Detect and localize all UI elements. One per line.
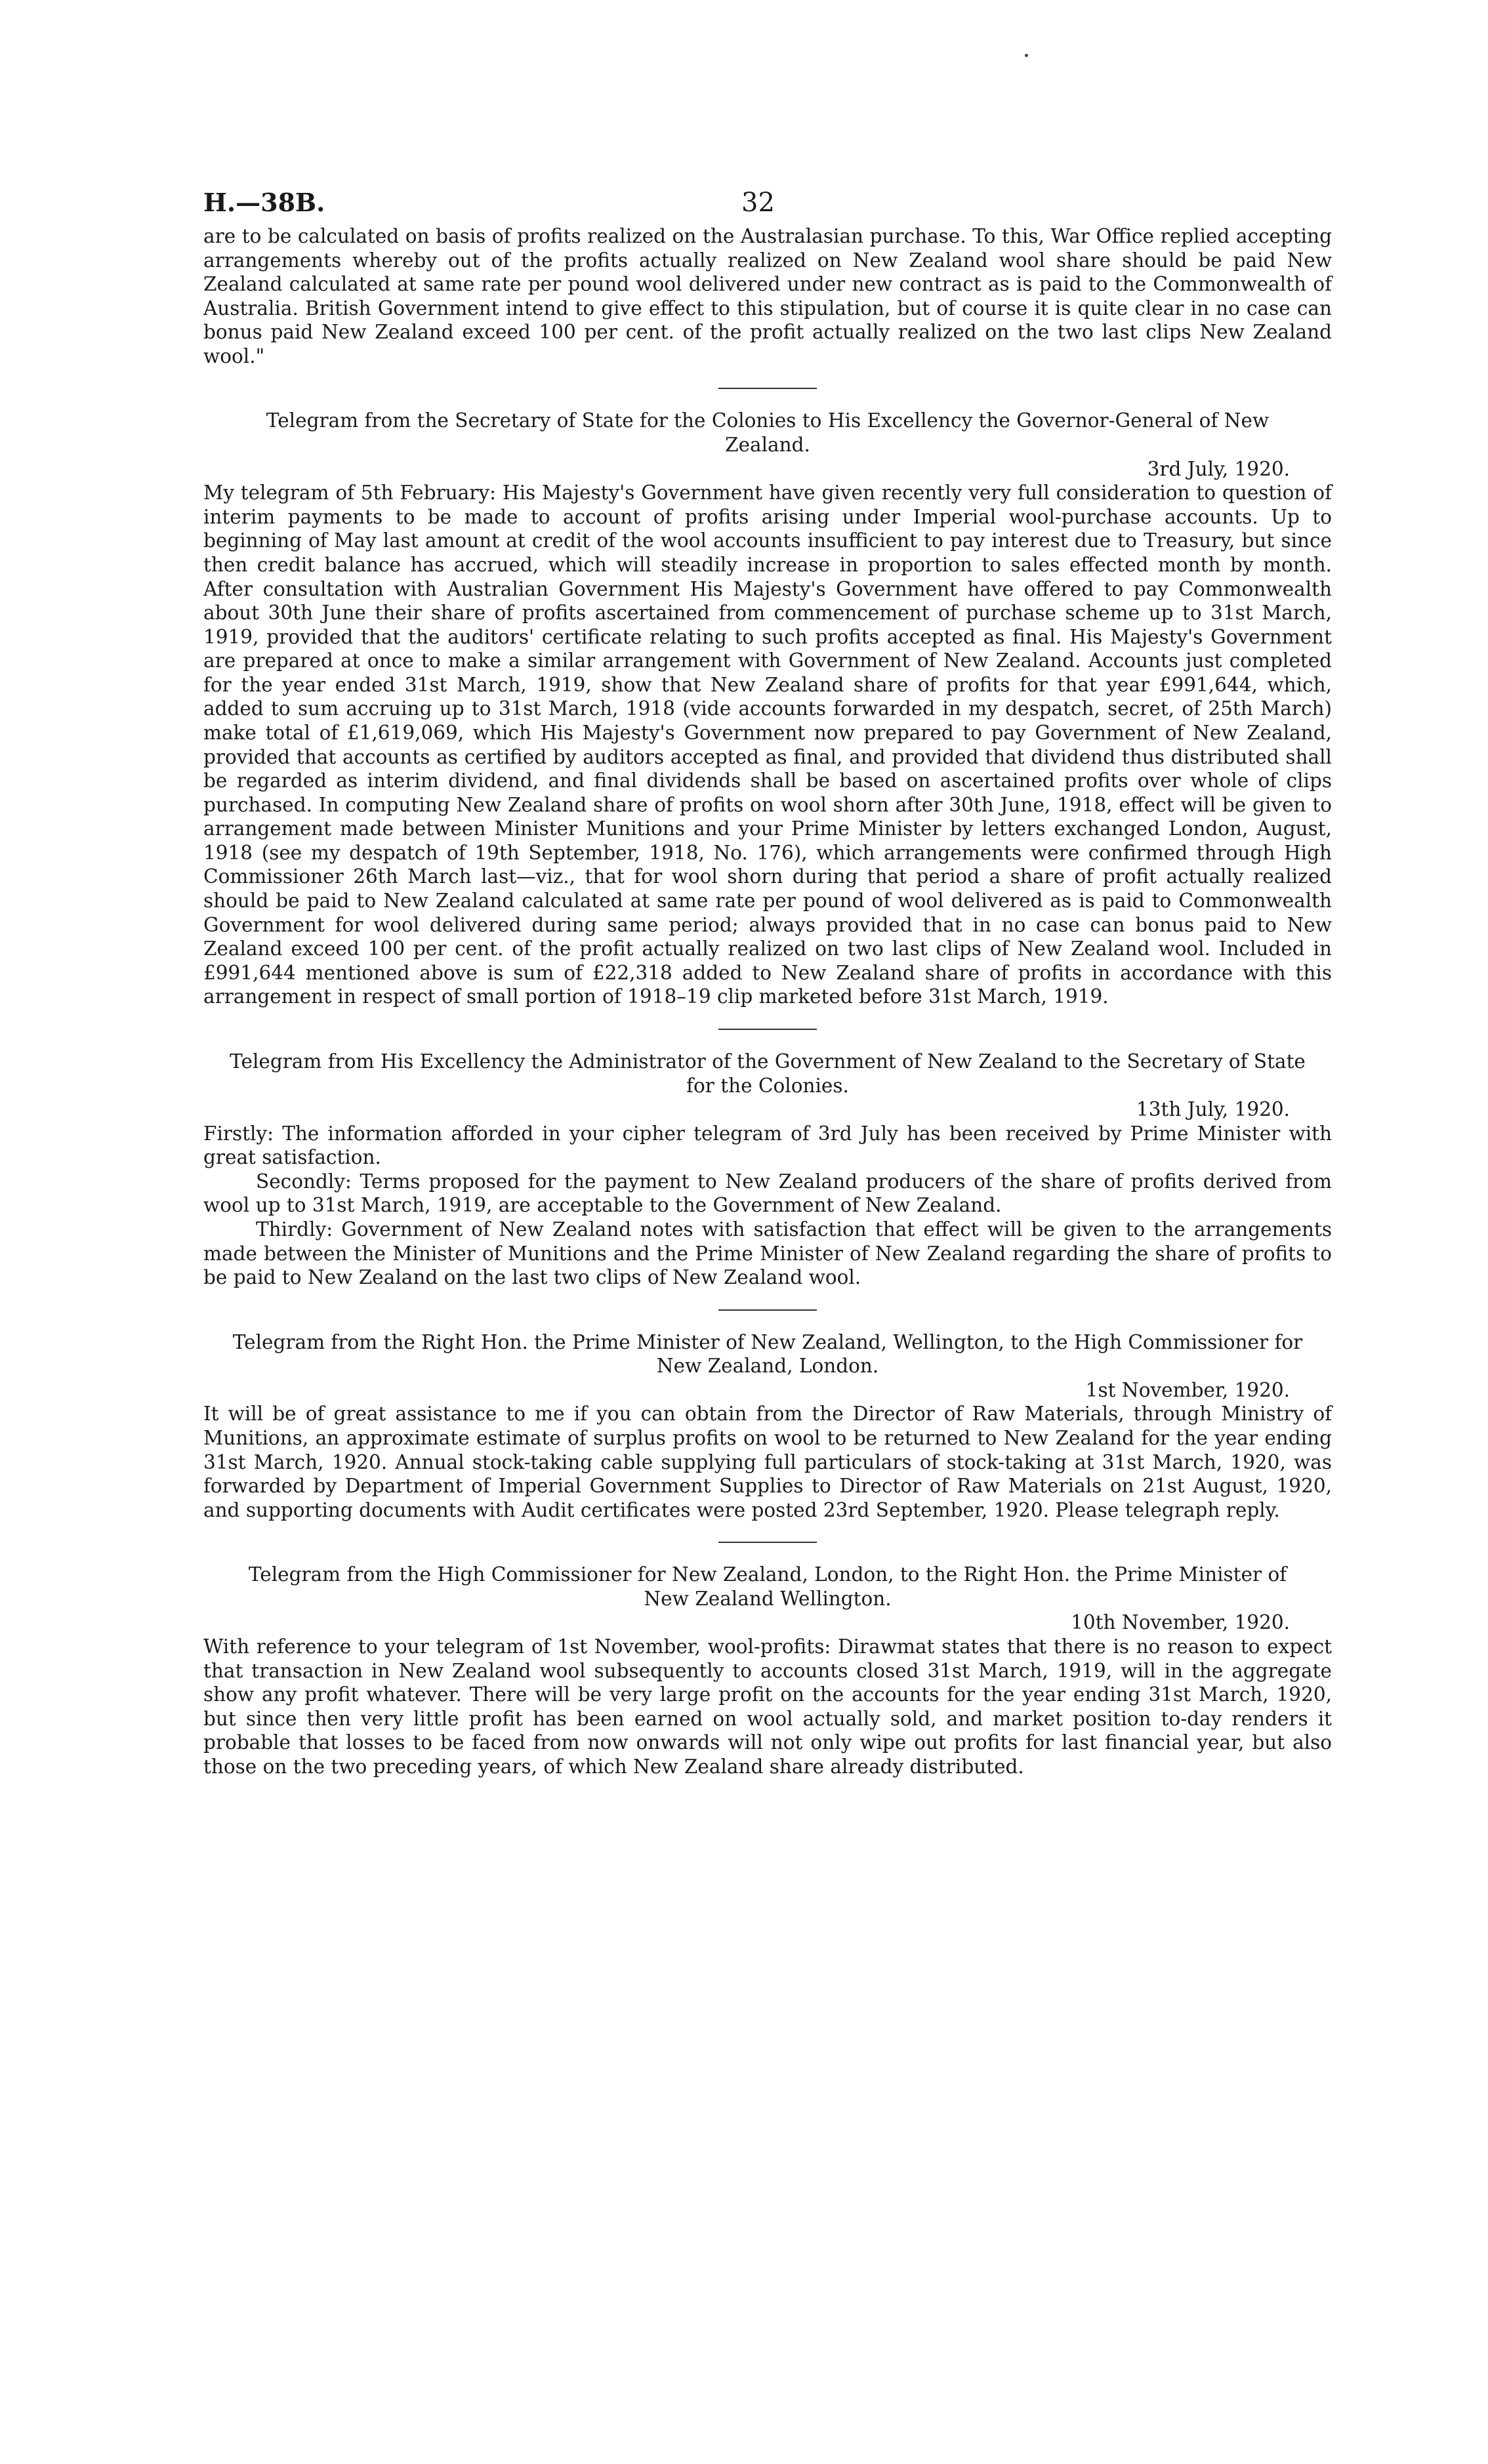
section-divider [718, 388, 817, 389]
continuation-paragraph: are to be calculated on basis of profits realized on the Australasian purchase. To this, War Office replied accepting arrangements whereby out of the profits actually realized on New Zealand wool share should be paid New Zealand calculated at same rate per pound wool delivered under new contract as is paid to the Commonwealth of Australia. British Government intend to give effect to this stipulation, but of course it is quite clear in no case can bonus paid New Zealand exceed 100 per cent. of the profit actually realized on the two last clips New Zealand wool." [203, 225, 1332, 367]
telegram-heading: Telegram from the Right Hon. the Prime Minister of New Zealand, Wellington, to the High Commissioner for New Zealand, London. [232, 1330, 1303, 1378]
telegram-secretary-of-state [203, 409, 1332, 1008]
paragraph-secondly: Secondly: Terms proposed for the payment to New Zealand producers of the share of profits derived from wool up to 31st March, 1919, are acceptable to the Government of New Zealand. [203, 1170, 1332, 1217]
page-number: 32 [741, 188, 775, 218]
page-header [203, 188, 1332, 219]
speck-mark [1025, 54, 1028, 57]
telegram-body: It will be of great assistance to me if you can obtain from the Director of Raw Materials, through Ministry of Munitions, an approximate estimate of surplus profits on wool to be returned to New Zealand for the year ending 31st March, 1920. Annual stock-taking cable supplying full particulars of stock-taking at 31st March, 1920, was forwarded by Department of Imperial Government Supplies to Director of Raw Materials on 21st August, 1920, and supporting documents with Audit certificates were posted 23rd September, 1920. Please telegraph reply. [203, 1403, 1332, 1521]
telegram-prime-minister [203, 1330, 1332, 1523]
telegram-heading: Telegram from the Secretary of State for the Colonies to His Excellency the Governor-General of New Zealand. [266, 409, 1270, 457]
document-reference: H.—38B. [203, 188, 325, 217]
telegram-high-commissioner [203, 1563, 1332, 1778]
paragraph-firstly: Firstly: The information afforded in your cipher telegram of 3rd July has been received by Prime Minister with great satisfaction. [203, 1122, 1332, 1169]
telegram-date: 13th July, 1920. [1136, 1098, 1290, 1121]
paragraph-thirdly: Thirdly: Government of New Zealand notes with satisfaction that effect will be given to the arrangements made between the Minister of Munitions and the Prime Minister of New Zealand regarding the share of profits to be paid to New Zealand on the last two clips of New Zealand wool. [203, 1218, 1332, 1289]
document-page [203, 188, 1332, 1779]
telegram-body: With reference to your telegram of 1st November, wool-profits: Dirawmat states that there is no reason to expect that transaction in New Zealand wool subsequently to accounts closed 31st March, 1919, will in the aggregate show any profit whatever. There will be very large profit on the accounts for the year ending 31st March, 1920, but since then very little profit has been earned on wool actually sold, and market position to-day renders it probable that losses to be faced from now onwards will not only wipe out profits for last financial year, but also those on the two preceding years, of which New Zealand share already distributed. [203, 1635, 1332, 1778]
section-divider [718, 1309, 817, 1311]
telegram-administrator [203, 1050, 1332, 1290]
section-divider [718, 1542, 817, 1543]
section-divider [718, 1029, 817, 1030]
telegram-date: 1st November, 1920. [1085, 1378, 1290, 1401]
telegram-date: 10th November, 1920. [1071, 1611, 1290, 1634]
telegram-date: 3rd July, 1920. [1147, 457, 1290, 480]
telegram-heading: Telegram from His Excellency the Administrator of the Government of New Zealand to the Secretary of State for the Colonies. [230, 1050, 1306, 1097]
telegram-body: My telegram of 5th February: His Majesty's Government have given recently very full consideration to question of interim payments to be made to account of profits arising under Imperial wool-purchase accounts. Up to beginning of May last amount at credit of the wool accounts insufficient to pay interest due to Treasury, but since then credit balance has accrued, which will steadily increase in proportion to sales effected month by month. After consultation with Australian Government His Majesty's Government have offered to pay Commonwealth about 30th June their share of profits ascertained from commencement of purchase scheme up to 31st March, 1919, provided that the auditors' certificate relating to such profits accepted as final. His Majesty's Government are prepared at once to make a similar arrangement with Government of New Zealand. Accounts just completed for the year ended 31st March, 1919, show that New Zealand share of profits for that year £991,644, which, added to sum accruing up to 31st March, 1918 (vide accounts forwarded in my despatch, secret, of 25th March) make total of £1,619,069, which His Majesty's Government now prepared to pay Government of New Zealand, provided that accounts as certified by auditors accepted as final, and provided that dividend thus distributed shall be regarded as interim dividend, and final dividends shall be based on ascertained profits over whole of clips purchased. In computing New Zealand share of profits on wool shorn after 30th June, 1918, effect will be given to arrangement made between Minister Munitions and your Prime Minister by letters exchanged London, August, 1918 (see my despatch of 19th September, 1918, No. 176), which arrangements were confirmed through High Commissioner 26th March last—viz., that for wool shorn during that period a share of profit actually realized should be paid to New Zealand calculated at same rate per pound of wool delivered as is paid to Commonwealth Government for wool delivered during same period; always provided that in no case can bonus paid to New Zealand exceed 100 per cent. of the profit actually realized on two last clips of New Zealand wool. Included in £991,644 mentioned above is sum of £22,318 added to New Zealand share of profits in accordance with this arrangement in respect of small portion of 1918–19 clip marketed before 31st March, 1919. [203, 482, 1332, 1008]
telegram-heading: Telegram from the High Commissioner for New Zealand, London, to the Right Hon. the Prime Minister of New Zealand Wellington. [248, 1563, 1287, 1610]
